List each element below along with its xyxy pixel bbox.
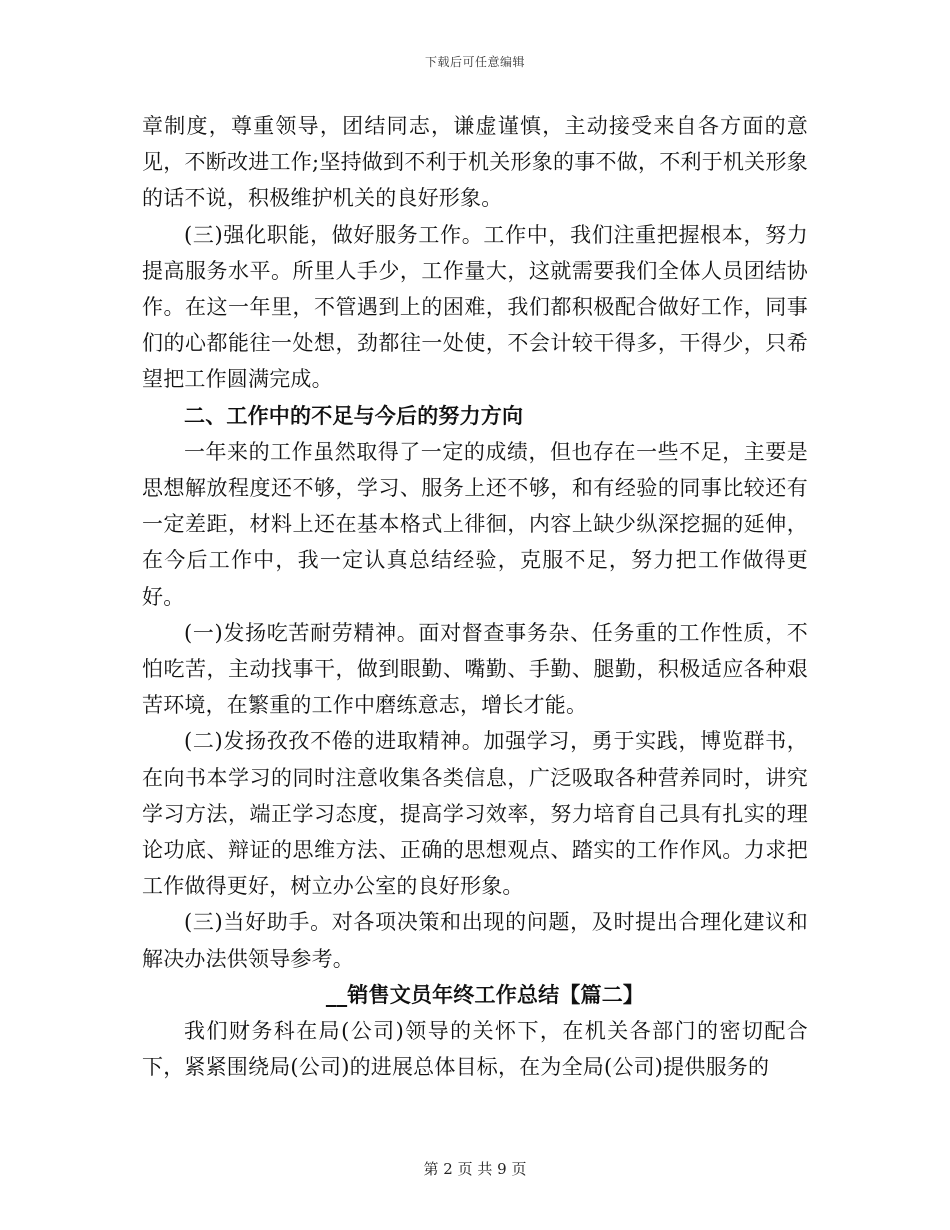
paragraph-item-hardworking: (一)发扬吃苦耐劳精神。面对督查事务杂、任务重的工作性质，不怕吃苦，主动找事干，做到眼勤、嘴勤、手勤、腿勤，积极适应各种艰苦环境，在繁重的工作中磨练意志，增长才能。: [142, 620, 808, 718]
page-header: 下载后可任意编辑: [424, 55, 525, 69]
paragraph-continuation: 章制度，尊重领导，团结同志，谦虚谨慎，主动接受来自各方面的意见，不断改进工作;坚持做到不利于机关形象的事不做，不利于机关形象的话不说，积极维护机关的良好形象。: [142, 114, 808, 211]
document-body: [142, 108, 808, 1085]
paragraph-item-assistant: (三)当好助手。对各项决策和出现的问题，及时提出合理化建议和解决办法供领导参考。: [142, 910, 808, 971]
paragraph-item-enterprising: (二)发扬孜孜不倦的进取精神。加强学习，勇于实践，博览群书，在向书本学习的同时注意收集各类信息，广泛吸取各种营养同时，讲究学习方法，端正学习态度，提高学习效率，努力培育自己具有扎实的理论功底、辩证的思维方法、正确的思想观点、踏实的工作作风。力求把工作做得更好，树立办公室的良好形象。: [142, 729, 808, 899]
paragraph-shortcomings: 一年来的工作虽然取得了一定的成绩，但也存在一些不足，主要是思想解放程度还不够，学习、服务上还不够，和有经验的同事比较还有一定差距，材料上还在基本格式上徘徊，内容上缺少纵深挖掘的延伸，在今后工作中，我一定认真总结经验，克服不足，努力把工作做得更好。: [142, 439, 808, 609]
section-heading-shortcomings: 二、工作中的不足与今后的努力方向: [184, 402, 524, 428]
paragraph-finance-intro: 我们财务科在局(公司)领导的关怀下，在机关各部门的密切配合下，紧紧围绕局(公司)的进展总体目标，在为全局(公司)提供服务的: [142, 1019, 808, 1080]
paragraph-item-strengthen-function: (三)强化职能，做好服务工作。工作中，我们注重把握根本，努力提高服务水平。所里人手少，工作量大，这就需要我们全体人员团结协作。在这一年里，不管遇到上的困难，我们都积极配合做好工作，同事们的心都能往一处想，劲都往一处使，不会计较干得多，干得少，只希望把工作圆满完成。: [142, 222, 808, 392]
article-title-part-two: __销售文员年终工作总结【篇二】: [325, 981, 645, 1007]
page-number-footer: 第 2 页 共 9 页: [423, 1160, 527, 1178]
